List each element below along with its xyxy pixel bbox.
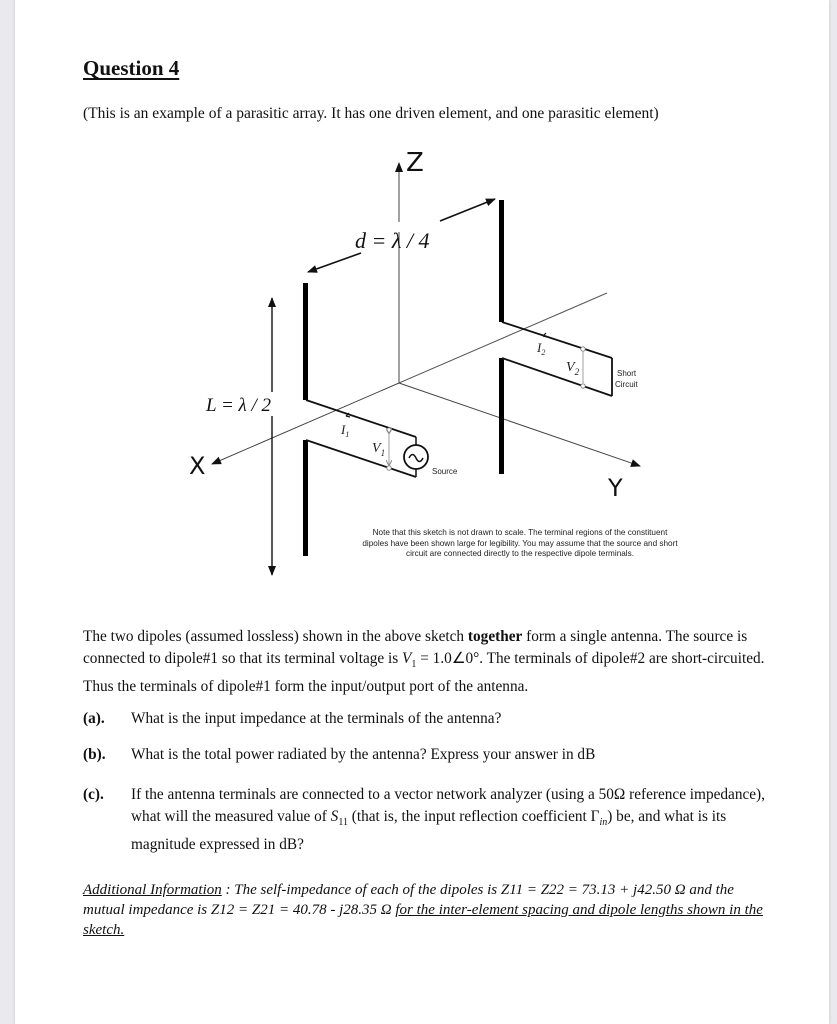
voltage-2-label: $V_2$: [566, 360, 580, 377]
short-circuit-label: Short Circuit: [615, 369, 638, 389]
dipole-2: [499, 200, 612, 474]
current-1-label: $I_1$: [341, 422, 350, 439]
additional-info-heading: Additional Information: [83, 882, 222, 898]
question-c-text: If the antenna terminals are connected to a vector network analyzer (using a 50Ω reference impedance), what will the measured value of $S_{11}$ (that is, the input reflection coefficient $\Gamma_{in}$) be, and what is its magnitude expressed in dB?: [131, 786, 765, 854]
current-2-label: $I_2$: [537, 340, 546, 357]
question-c-label: (c).: [83, 786, 104, 803]
y-axis: [399, 383, 640, 466]
y-axis-label: Y: [608, 474, 623, 502]
dipole-1: [303, 283, 428, 556]
z-axis-label: Z: [406, 148, 424, 178]
question-intro: (This is an example of a parasitic array. It has one driven element, and one parasitic element): [83, 105, 659, 122]
source-label: Source: [432, 467, 458, 476]
additional-information: Additional Information : The self-impedance of each of the dipoles is Z11 = Z22 = 73.13 + j42.50 Ω and the mutual impedance is Z12 = Z21 = 40.78 - j28.35 Ω for the inter-element spacing and dipole lengths shown in the sketch.: [83, 882, 763, 938]
question-title: Question 4: [83, 56, 180, 80]
sketch-reference: for the inter-element spacing and dipole lengths shown in the sketch.: [83, 902, 763, 938]
length-label: L = λ / 2: [206, 395, 272, 416]
question-a: [83, 708, 773, 730]
problem-statement: The two dipoles (assumed lossless) shown in the above sketch together form a single antenna. The source is connected to dipole#1 so that its terminal voltage is $V_1$ = 1.0∠0°. The terminals of dipole#2 are short-circuited. Thus the terminals of dipole#1 form the input/output port of the antenna.: [83, 628, 765, 696]
x-axis-label: X: [189, 452, 206, 480]
question-b-label: (b).: [83, 746, 106, 763]
mutual-impedance: Z12 = Z21 = 40.78 - j28.35 Ω: [210, 902, 392, 918]
emphasis-together: together: [467, 628, 523, 645]
voltage-1-label: $V_1$: [372, 441, 386, 458]
diagram-note: Note that this sketch is not drawn to scale. The terminal regions of the constituent dipoles have been shown large for legibility. You may assume that the source and short circuit are connected directly to the respective dipole terminals.: [362, 528, 678, 558]
question-c: [83, 784, 773, 854]
question-a-label: (a).: [83, 710, 105, 727]
self-impedance: Z11 = Z22 = 73.13 + j42.50 Ω: [500, 882, 686, 898]
question-a-text: What is the input impedance at the terminals of the antenna?: [131, 710, 502, 727]
question-b-text: What is the total power radiated by the antenna? Express your answer in dB: [131, 746, 596, 763]
question-b: [83, 744, 773, 766]
spacing-label: d = λ / 4: [355, 228, 430, 253]
